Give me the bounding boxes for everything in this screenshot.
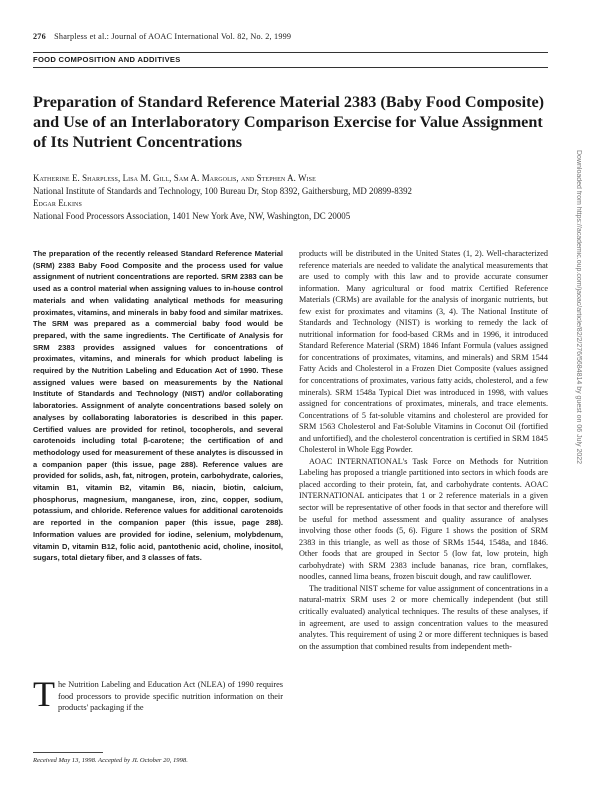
header-rule — [33, 52, 548, 53]
download-watermark: Downloaded from https://academic.oup.com/jaoac/article/82/2/276/5684814 by guest on 06 July 2022 — [575, 150, 582, 465]
authors-nist: Katherine E. Sharpless, Lisa M. Gill, Sam A. Margolis, and Stephen A. Wise — [33, 173, 316, 183]
body-column-right — [299, 248, 548, 652]
body-paragraph: products will be distributed in the United States (1, 2). Well-characterized reference materials are needed to validate the analytical measurements that are used to comply with this law and to provide accurate consumer information. Many agricultural or food matrix Certified Reference Materials (CRMs) are available for the analysis of inorganic nutrients, but few exist for proximates and vitamins (3, 4). The National Institute of Standards and Technology (NIST) is working to remedy the lack of nutritional information for food-based CRMs and in 1996, it introduced Standard Reference Material (SRM) 1846 Infant Formula (values assigned for concentrations of proximates, vitamins, and minerals) and SRM 1544 Fatty Acids and Cholesterol in a Frozen Diet Composite (values assigned for concentrations of proximates, various fatty acids, cholesterol, and a few minerals). SRM 1548a Typical Diet was introduced in 1998, with values assigned for concentrations of proximates, minerals, and trace elements. Concentrations of 5 fat-soluble vitamins and cholesterol are provided for SRM 1563 Cholesterol and Fat-Soluble Vitamins in Coconut Oil (fortified and unfortified), and the cholesterol concentration is certified in SRM 1845 Cholesterol in Whole Egg Powder. — [299, 249, 548, 455]
affiliation-nfpa: National Food Processors Association, 1401 New York Ave, NW, Washington, DC 20005 — [33, 210, 351, 221]
page-number: 276 — [33, 32, 46, 41]
section-label: FOOD COMPOSITION AND ADDITIVES — [33, 55, 181, 64]
article-title: Preparation of Standard Reference Material 2383 (Baby Food Composite) and Use of an Interlaboratory Comparison Exercise for Value Assignment of Its Nutrient Concentrations — [33, 93, 545, 151]
drop-cap: T — [33, 674, 55, 714]
body-paragraph: AOAC INTERNATIONAL's Task Force on Methods for Nutrition Labeling has proposed a triangle partitioned into sectors in which foods are placed according to their protein, fat, and carbohydrate contents. AOAC INTERNATIONAL anticipates that 1 or 2 reference materials in a given sector will be representative of other foods in that sector and therefore will be useful for method assessment and quality assurance of analyses involving those other foods (5, 6). Figure 1 shows the position of SRM 2383 in this triangle, as well as those of SRMs 1544, 1548a, and 1846. Other foods that are grouped in Sector 5 (low fat, low protein, high carbohydrate) with SRM 2383 include bananas, rice bran, cornflakes, noodles, canned lima beans, frozen biscuit dough, and raw cauliflower. — [299, 456, 548, 582]
affiliation-nist: National Institute of Standards and Technology, 100 Bureau Dr, Stop 8392, Gaithersburg, MD 20899-8392 — [33, 185, 412, 196]
introduction — [33, 674, 283, 714]
author-block — [33, 172, 553, 222]
received-note: Received May 13, 1998. Accepted by JL October 20, 1998. — [33, 757, 188, 764]
body-paragraph: The traditional NIST scheme for value assignment of concentrations in a natural-matrix SRM uses 2 or more chemically independent (but still critically evaluated) analytical techniques. The results of these analyses, if in agreement, are used to assign concentration values to the measured analytes. This requirement of using 2 or more different techniques is based on the assumption that combined results from independent meth- — [299, 583, 548, 651]
authors-nfpa: Edgar Elkins — [33, 198, 82, 208]
section-rule — [33, 67, 548, 68]
running-head — [33, 32, 540, 41]
intro-text: he Nutrition Labeling and Education Act (NLEA) of 1990 requires food processors to provide specific nutrition information on their products' packaging if the — [58, 680, 283, 713]
running-title: Sharpless et al.: Journal of AOAC International Vol. 82, No. 2, 1999 — [54, 32, 292, 41]
abstract: The preparation of the recently released Standard Reference Material (SRM) 2383 Baby Food Composite and the process used for value assignment of nutrient concentrations are reported. SRM 2383 can be used as a control material when assigning values to in-house control materials and when validating analytical methods for measuring proximates, vitamins, and minerals in baby food and similar matrixes. The SRM was prepared as a commercial baby food would be prepared, with the same ingredients. The Certificate of Analysis for SRM 2383 provides assigned values for concentrations of proximates, vitamins, and minerals for which product labeling is required by the Nutrition Labeling and Education Act of 1990. These assigned values were based on measurements by the National Institute of Standards and Technology (NIST) and/or collaborating laboratories. Assignment of analyte concentrations based solely on analyses by collaborating laboratories is described in this paper. Certified values are provided for retinol, tocopherols, and several carotenoids including total β-carotene; the certification of and methodology used for measurement of these analytes is discussed in a companion paper (this issue, page 288). Reference values are provided for solids, ash, fat, nitrogen, protein, carbohydrate, calories, vitamin B1, vitamin B2, vitamin B6, niacin, biotin, calcium, phosphorus, magnesium, manganese, iron, zinc, copper, sodium, potassium, and chloride. Reference values for additional carotenoids are reported in the companion paper (this issue, page 288). Information values are provided for iodine, selenium, molybdenum, vitamin D, vitamin B12, folic acid, pantothenic acid, choline, inositol, sugars, total dietary fiber, and 3 classes of fats. — [33, 249, 283, 563]
footnote-rule — [33, 752, 103, 753]
